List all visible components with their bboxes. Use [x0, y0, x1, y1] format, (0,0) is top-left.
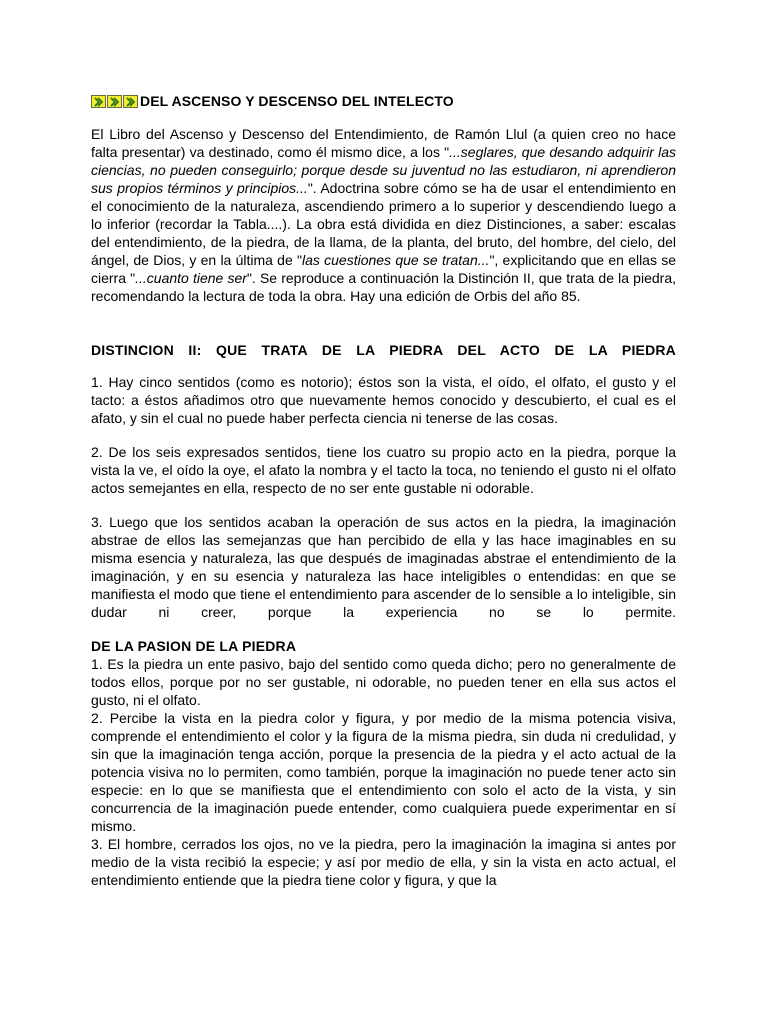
pasion-paragraph-2: 2. Percibe la vista en la piedra color y figura, y por medio de la misma potencia visiva, comprende el entendimiento el color y la figura de la misma piedra, sin duda ni credulidad, y sin que la imaginación tenga acción, porque la presencia de la piedra y el acto actual de la potencia visiva no lo permiten, como también, porque la imaginación no puede tener acto sin especie: en lo que se manifiesta que el entendimiento con solo el acto de la vista, y sin concurrencia de la imaginación puede entender, como cualquiera puede experimentar en sí mismo.	[91, 710, 676, 834]
intro-quote: ...cuanto tiene ser	[135, 270, 247, 286]
intro-text: ". Se reproduce a continuación la Distinción II, que trata de la piedra, recomendando la lectura de toda la obra. Hay una edición de Orbis del año 85.	[91, 270, 676, 304]
intro-paragraph	[91, 125, 676, 305]
page-title: DEL ASCENSO Y DESCENSO DEL INTELECTO	[140, 93, 454, 109]
distinction-paragraph-1: 1. Hay cinco sentidos (como es notorio); éstos son la vista, el oído, el olfato, el gusto y el tacto: a éstos añadimos otro que nuevamente hemos conocido y descubierto, el cual es el afato, y sin el cual no puede haber perfecta ciencia ni tenerse de las cosas.	[91, 374, 676, 426]
arrow-bullet-icon	[91, 95, 106, 108]
document-page	[91, 92, 676, 889]
intro-quote: ...seglares, que desando adquirir las ciencias, no pueden conseguirlo; porque desde su juventud no las estudiaron, ni aprendieron sus propios términos y principios...	[91, 144, 676, 196]
arrow-bullet-icon	[107, 95, 122, 108]
intro-quote: las cuestiones que se tratan...	[301, 252, 490, 268]
intro-text: ". Adoctrina sobre cómo se ha de usar el entendimiento en el conocimiento de la naturaleza, ascendiendo primero a lo superior y descendiendo luego a lo inferior (recordar la Tabla....). La obra está dividida en diez Distinciones, a saber: escalas del entendimiento, de la piedra, de la llama, de la planta, del bruto, del hombre, del cielo, del ángel, de Dios, y en la última de "	[91, 180, 676, 268]
distinction-heading: DISTINCION II: QUE TRATA DE LA PIEDRA DEL ACTO DE LA PIEDRA	[91, 342, 676, 358]
title-bullets	[91, 95, 138, 108]
title-row	[91, 92, 676, 110]
intro-text: El Libro del Ascenso y Descenso del Entendimiento, de Ramón Llul (a quien creo no hace falta presentar) va destinado, como él mismo dice, a los "	[91, 126, 676, 160]
intro-text: ", explicitando que en ellas se cierra "	[91, 252, 676, 286]
pasion-paragraph-3: 3. El hombre, cerrados los ojos, no ve la piedra, pero la imaginación la imagina si antes por medio de la vista recibió la especie; y así por medio de ella, y sin la vista en acto actual, el entendimiento entiende que la piedra tiene color y figura, y que la	[91, 836, 676, 888]
distinction-paragraph-2: 2. De los seis expresados sentidos, tiene los cuatro su propio acto en la piedra, porque la vista la ve, el oído la oye, el afato la nombra y el tacto la toca, no teniendo el gusto ni el olfato actos semejantes en ella, respecto de no ser ente gustable ni odorable.	[91, 444, 676, 496]
pasion-paragraph-1: 1. Es la piedra un ente pasivo, bajo del sentido como queda dicho; pero no generalmente de todos ellos, porque por no ser gustable, ni odorable, no pueden tener en ella sus actos el gusto, ni el olfato.	[91, 656, 676, 708]
distinction-paragraph-3: 3. Luego que los sentidos acaban la operación de sus actos en la piedra, la imaginación abstrae de ellos las semejanzas que han percibido de ella y las hace imaginables en su misma esencia y naturaleza, las que después de imaginadas abstrae el entendimiento de la imaginación, y en su esencia y naturaleza las hace inteligibles o entendidas: en que se manifiesta el modo que tiene el entendimiento para ascender de lo sensible a lo inteligible, sin dudar ni creer, porque la experiencia no se lo permite.	[91, 514, 676, 620]
arrow-bullet-icon	[123, 95, 138, 108]
pasion-heading: DE LA PASION DE LA PIEDRA	[91, 638, 297, 654]
